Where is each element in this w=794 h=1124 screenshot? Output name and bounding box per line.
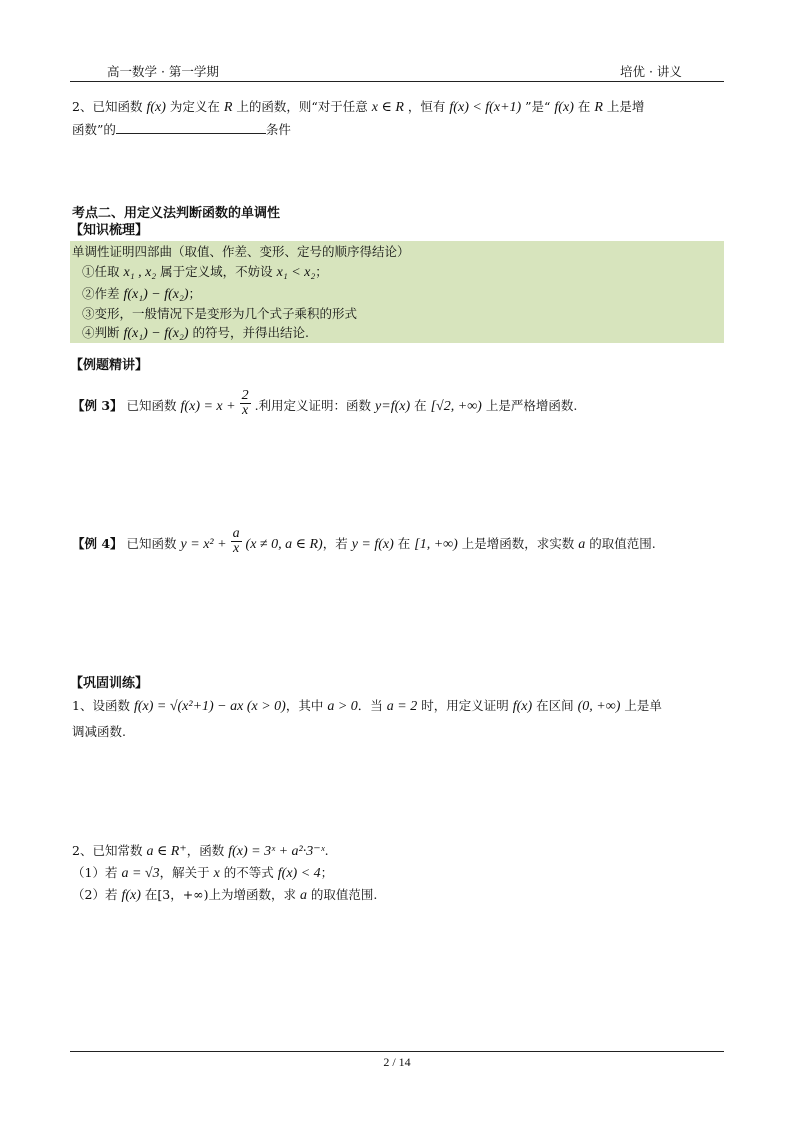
practice-1-line1: 1、设函数 f(x) = √(x²+1) − ax (x > 0)，其中 a > 0．当 a = 2 时，用定义证明 f(x) 在区间 (0, +∞) 上是单: [72, 698, 662, 714]
section-title: 考点二、用定义法判断函数的单调性: [72, 206, 281, 221]
practice-label: 【巩固训练】: [70, 676, 149, 691]
example-3: 【例 3】 已知函数 f(x) = x + $\frac{2}{x}$ .利用定义证明：函数 y=f(x) 在 [√2, +∞) 上是严格增函数.: [72, 388, 578, 418]
answer-blank[interactable]: [116, 121, 266, 134]
box-line-0: 单调性证明四部曲（取值、作差、变形、定号的顺序得结论）: [72, 244, 410, 259]
practice-2-part1: （1）若 a = √3，解关于 x 的不等式 f(x) < 4；: [72, 865, 334, 881]
header-left: 高一数学 · 第一学期: [107, 64, 219, 79]
example-4: 【例 4】 已知函数 y = x² + $\frac{a}{x}$ (x ≠ 0, a ∈ R)，若 y = f(x) 在 [1, +∞) 上是增函数，求实数 a 的取值范围.: [72, 526, 656, 556]
knowledge-label: 【知识梳理】: [70, 223, 149, 238]
box-line-4: ④判断 f(x₁) − f(x₂) 的符号，并得出结论.: [82, 325, 310, 341]
practice-2-line1: 2、已知常数 a ∈ R⁺，函数 f(x) = 3ˣ + a²·3⁻ˣ.: [72, 843, 329, 859]
box-line-1: ①任取 x₁ , x₂ 属于定义域，不妨设 x₁ < x₂；: [82, 264, 328, 280]
page-number: 2 / 14: [383, 1055, 411, 1069]
q2-line1: 2、已知函数 f(x) 为定义在 R 上的函数，则“对于任意 x ∈ R ，恒有 f(x) < f(x+1) ”是“ f(x) 在 R 上是增: [72, 99, 645, 115]
box-line-3: ③变形，一般情况下是变形为几个式子乘积的形式: [82, 306, 358, 321]
practice-1-line2: 调减函数.: [72, 724, 126, 739]
examples-label: 【例题精讲】: [70, 358, 149, 373]
math-fx: f(x): [146, 100, 166, 115]
box-line-2: ②作差 f(x₁) − f(x₂)；: [82, 286, 202, 302]
fraction: $\frac{2}{x}$: [241, 388, 249, 418]
header-rule: [70, 81, 724, 82]
knowledge-box: [70, 241, 724, 343]
header-right: 培优 · 讲义: [620, 64, 682, 79]
footer-rule: [70, 1051, 724, 1052]
fraction: $\frac{a}{x}$: [232, 526, 240, 556]
q2-line2: 函数”的 条件: [72, 122, 291, 137]
practice-2-part2: （2）若 f(x) 在[3，+∞)上为增函数，求 a 的取值范围.: [72, 887, 378, 903]
